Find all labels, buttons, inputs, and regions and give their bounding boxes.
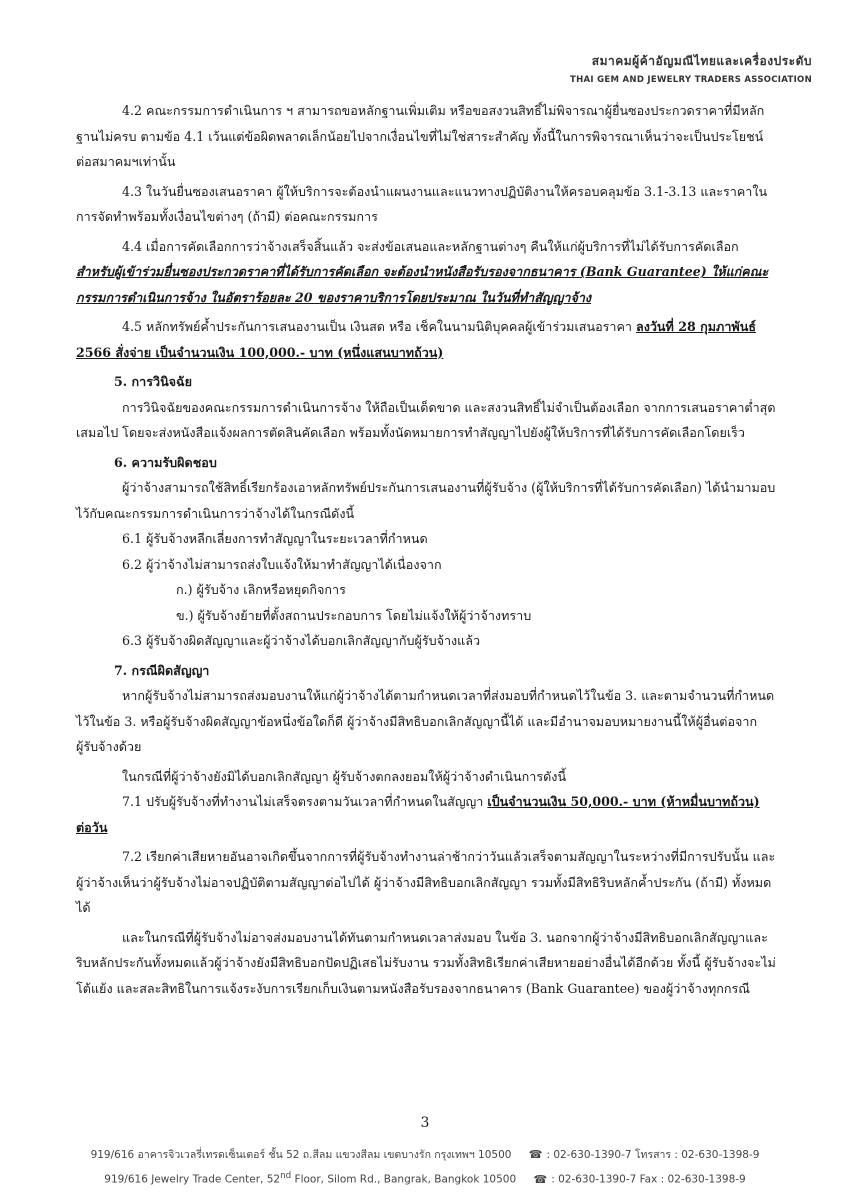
clause-4-5-amount: ลงวันที่ 28 กุมภาพันธ์ 2566 สั่งจ่าย เป็นจำนวนเงิน 100,000.- บาท (หนึ่งแสนบาทถ้วน) xyxy=(76,319,757,360)
section-7-text: หากผู้รับจ้างไม่สามารถส่งมอบงานให้แก่ผู้ว่าจ้างได้ตามกำหนดเวลาที่ส่งมอบที่กำหนดไว้ในข้อ 3. และตามจำนวนที่กำหนดไว้ในข้อ 3. หรือผู้รับจ้างผิดสัญญาข้อหนึ่งข้อใดก็ดี ผู้ว่าจ้างมีสิทธิบอกเลิกสัญญานี้ได้ และมีอำนาจมอบหมายงานนี้ให้ผู้อื่นต่อจากผู้รับจ้างด้วย xyxy=(76,688,775,754)
org-name-en: THAI GEM AND JEWELRY TRADERS ASSOCIATION xyxy=(570,75,812,85)
section-5-heading: 5. การวินิจฉัย xyxy=(114,374,193,389)
section-6-heading: 6. ความรับผิดชอบ xyxy=(114,454,217,470)
clause-4-5-text: 4.5 หลักทรัพย์ค้ำประกันการเสนองานเป็น เงินสด หรือ เช็คในนามนิติบุคคลผู้เข้าร่วมเสนอราคา xyxy=(122,319,632,334)
footer-address-en-b: Floor, Silom Rd., Bangrak, Bangkok 10500 xyxy=(291,1173,517,1186)
page-number: 3 xyxy=(420,1115,430,1131)
clause-4-4 xyxy=(76,234,776,311)
org-name-th: สมาคมผู้ค้าอัญมณีไทยและเครื่องประดับ xyxy=(591,54,812,68)
section-5-text: การวินิจฉัยของคณะกรรมการดำเนินการจ้าง ให้ถือเป็นเด็ดขาด และสงวนสิทธิ์ไม่จำเป็นต้องเลือก จากการเสนอราคาต่ำสุดเสมอไป โดยจะส่งหนังสือแจ้งผลการตัดสินคัดเลือก พร้อมทั้งนัดหมายการทำสัญญาไปยังผู้ให้บริการที่ได้รับการคัดเลือกโดยเร็ว xyxy=(76,399,776,440)
clause-7-1-fine: เป็นจำนวนเงิน 50,000.- บาท (ห้าหมื่นบาทถ้วน) ต่อวัน xyxy=(76,794,760,835)
section-7-intro: ในกรณีที่ผู้ว่าจ้างยังมิได้บอกเลิกสัญญา ผู้รับจ้างตกลงยอมให้ผู้ว่าจ้างดำเนินการดังนี้ xyxy=(122,768,567,784)
footer-phone-en: : 02-630-1390-7 xyxy=(551,1173,637,1186)
letterhead xyxy=(412,52,812,85)
footer-fax-th: โทรสาร : 02-630-1398-9 xyxy=(634,1149,760,1161)
footer-phone-th: : 02-630-1390-7 xyxy=(546,1149,632,1161)
phone-icon: ☎ xyxy=(533,1172,548,1186)
footer-address-th: 919/616 อาคารจิวเวลรี่เทรดเซ็นเตอร์ ชั้น 52 ถ.สีลม แขวงสีลม เขตบางรัก กรุงเทพฯ 10500 xyxy=(90,1149,512,1161)
clause-6-2: 6.2 ผู้ว่าจ้างไม่สามารถส่งใบแจ้งให้มาทำสัญญาได้เนื่องจาก xyxy=(122,556,442,572)
clause-7-1-text: 7.1 ปรับผู้รับจ้างที่ทำงานไม่เสร็จตรงตามวันเวลาที่กำหนดในสัญญา xyxy=(122,794,484,809)
clause-6-2-a: ก.) ผู้รับจ้าง เลิกหรือหยุดกิจการ xyxy=(176,582,346,597)
section-7-closing: และในกรณีที่ผู้รับจ้างไม่อาจส่งมอบงานได้ทันตามกำหนดเวลาส่งมอบ ในข้อ 3. นอกจากผู้ว่าจ้างมีสิทธิบอกเลิกสัญญาและริบหลักประกันทั้งหมดแล้วผู้ว่าจ้างยังมีสิทธิบอกปัดปฏิเสธไม่รับงาน รวมทั้งสิทธิเรียกค่าเสียหายอย่างอื่นได้อีกด้วย ทั้งนี้ ผู้รับจ้างจะไม่โต้แย้ง และสละสิทธิในการแจ้งระงับการเรียกเก็บเงินตามหนังสือรับรองจากธนาคาร (Bank Guarantee) ของผู้ว่าจ้างทุกกรณี xyxy=(76,929,776,996)
footer-line-en xyxy=(20,1166,830,1191)
footer-address-en-sup: nd xyxy=(280,1171,292,1181)
footer-line-th xyxy=(20,1144,830,1166)
clause-6-3: 6.3 ผู้รับจ้างผิดสัญญาและผู้ว่าจ้างได้บอกเลิกสัญญากับผู้รับจ้างแล้ว xyxy=(122,633,481,648)
clause-4-4-bank-guarantee: สำหรับผู้เข้าร่วมยื่นซองประกวดราคาที่ได้รับการคัดเลือก จะต้องนำหนังสือรับรองจากธนาคาร (Bank Guarantee) ให้แก่คณะกรรมการดำเนินการจ้าง ในอัตราร้อยละ 20 ของราคาบริการโดยประมาณ ในวันที่ทำสัญญาจ้าง xyxy=(76,264,769,305)
section-6-text: ผู้ว่าจ้างสามารถใช้สิทธิ์เรียกร้องเอาหลักทรัพย์ประกันการเสนองานที่ผู้รับจ้าง (ผู้ให้บริการที่ได้รับการคัดเลือก) ได้นำมามอบไว้กับคณะกรรมการดำเนินการว่าจ้างได้ในกรณีดังนี้ xyxy=(76,480,776,521)
clause-7-1 xyxy=(76,789,776,840)
clause-4-5 xyxy=(76,314,776,365)
section-7-heading: 7. กรณีผิดสัญญา xyxy=(114,662,210,678)
clause-4-2: 4.2 คณะกรรมการดำเนินการ ฯ สามารถขอหลักฐานเพิ่มเติม หรือขอสงวนสิทธิ์ไม่พิจารณาผู้ยื่นซองประกวดราคาที่มีหลักฐานไม่ครบ ตามข้อ 4.1 เว้นแต่ข้อผิดพลาดเล็กน้อยไปจากเงื่อนไขที่ไม่ใช่สาระสำคัญ ทั้งนี้ในการพิจารณาเห็นว่าจะเป็นประโยชน์ต่อสมาคมฯเท่านั้น xyxy=(76,103,765,169)
footer xyxy=(20,1144,830,1191)
clause-6-1: 6.1 ผู้รับจ้างหลีกเลี่ยงการทำสัญญาในระยะเวลาที่กำหนด xyxy=(122,531,428,546)
document-body xyxy=(76,98,776,1001)
clause-6-2-b: ข.) ผู้รับจ้างย้ายที่ตั้งสถานประกอบการ โดยไม่แจ้งให้ผู้ว่าจ้างทราบ xyxy=(176,607,532,623)
clause-7-2: 7.2 เรียกค่าเสียหายอันอาจเกิดขึ้นจากการที่ผู้รับจ้างทำงานล่าช้ากว่าวันแล้วเสร็จตามสัญญาในระหว่างที่มีการปรับนั้น และผู้ว่าจ้างเห็นว่าผู้รับจ้างไม่อาจปฏิบัติตามสัญญาต่อไปได้ ผู้ว่าจ้างมีสิทธิบอกเลิกสัญญา รวมทั้งมีสิทธิริบหลักค้ำประกัน (ถ้ามี) ทั้งหมดได้ xyxy=(76,849,776,915)
footer-fax-en: Fax : 02-630-1398-9 xyxy=(639,1173,746,1186)
clause-4-3: 4.3 ในวันยื่นซองเสนอราคา ผู้ให้บริการจะต้องนำแผนงานและแนวทางปฏิบัติงานให้ครอบคลุมข้อ 3.1-3.13 และราคาในการจัดทำพร้อมทั้งเงื่อนไขต่างๆ (ถ้ามี) ต่อคณะกรรมการ xyxy=(76,183,768,224)
footer-address-en-a: 919/616 Jewelry Trade Center, 52 xyxy=(104,1173,281,1186)
clause-4-4-text: 4.4 เมื่อการคัดเลือกการว่าจ้างเสร็จสิ้นแล้ว จะส่งข้อเสนอและหลักฐานต่างๆ คืนให้แก่ผู้บริการที่ไม่ได้รับการคัดเลือก xyxy=(122,238,739,254)
phone-icon: ☎ xyxy=(528,1148,543,1161)
